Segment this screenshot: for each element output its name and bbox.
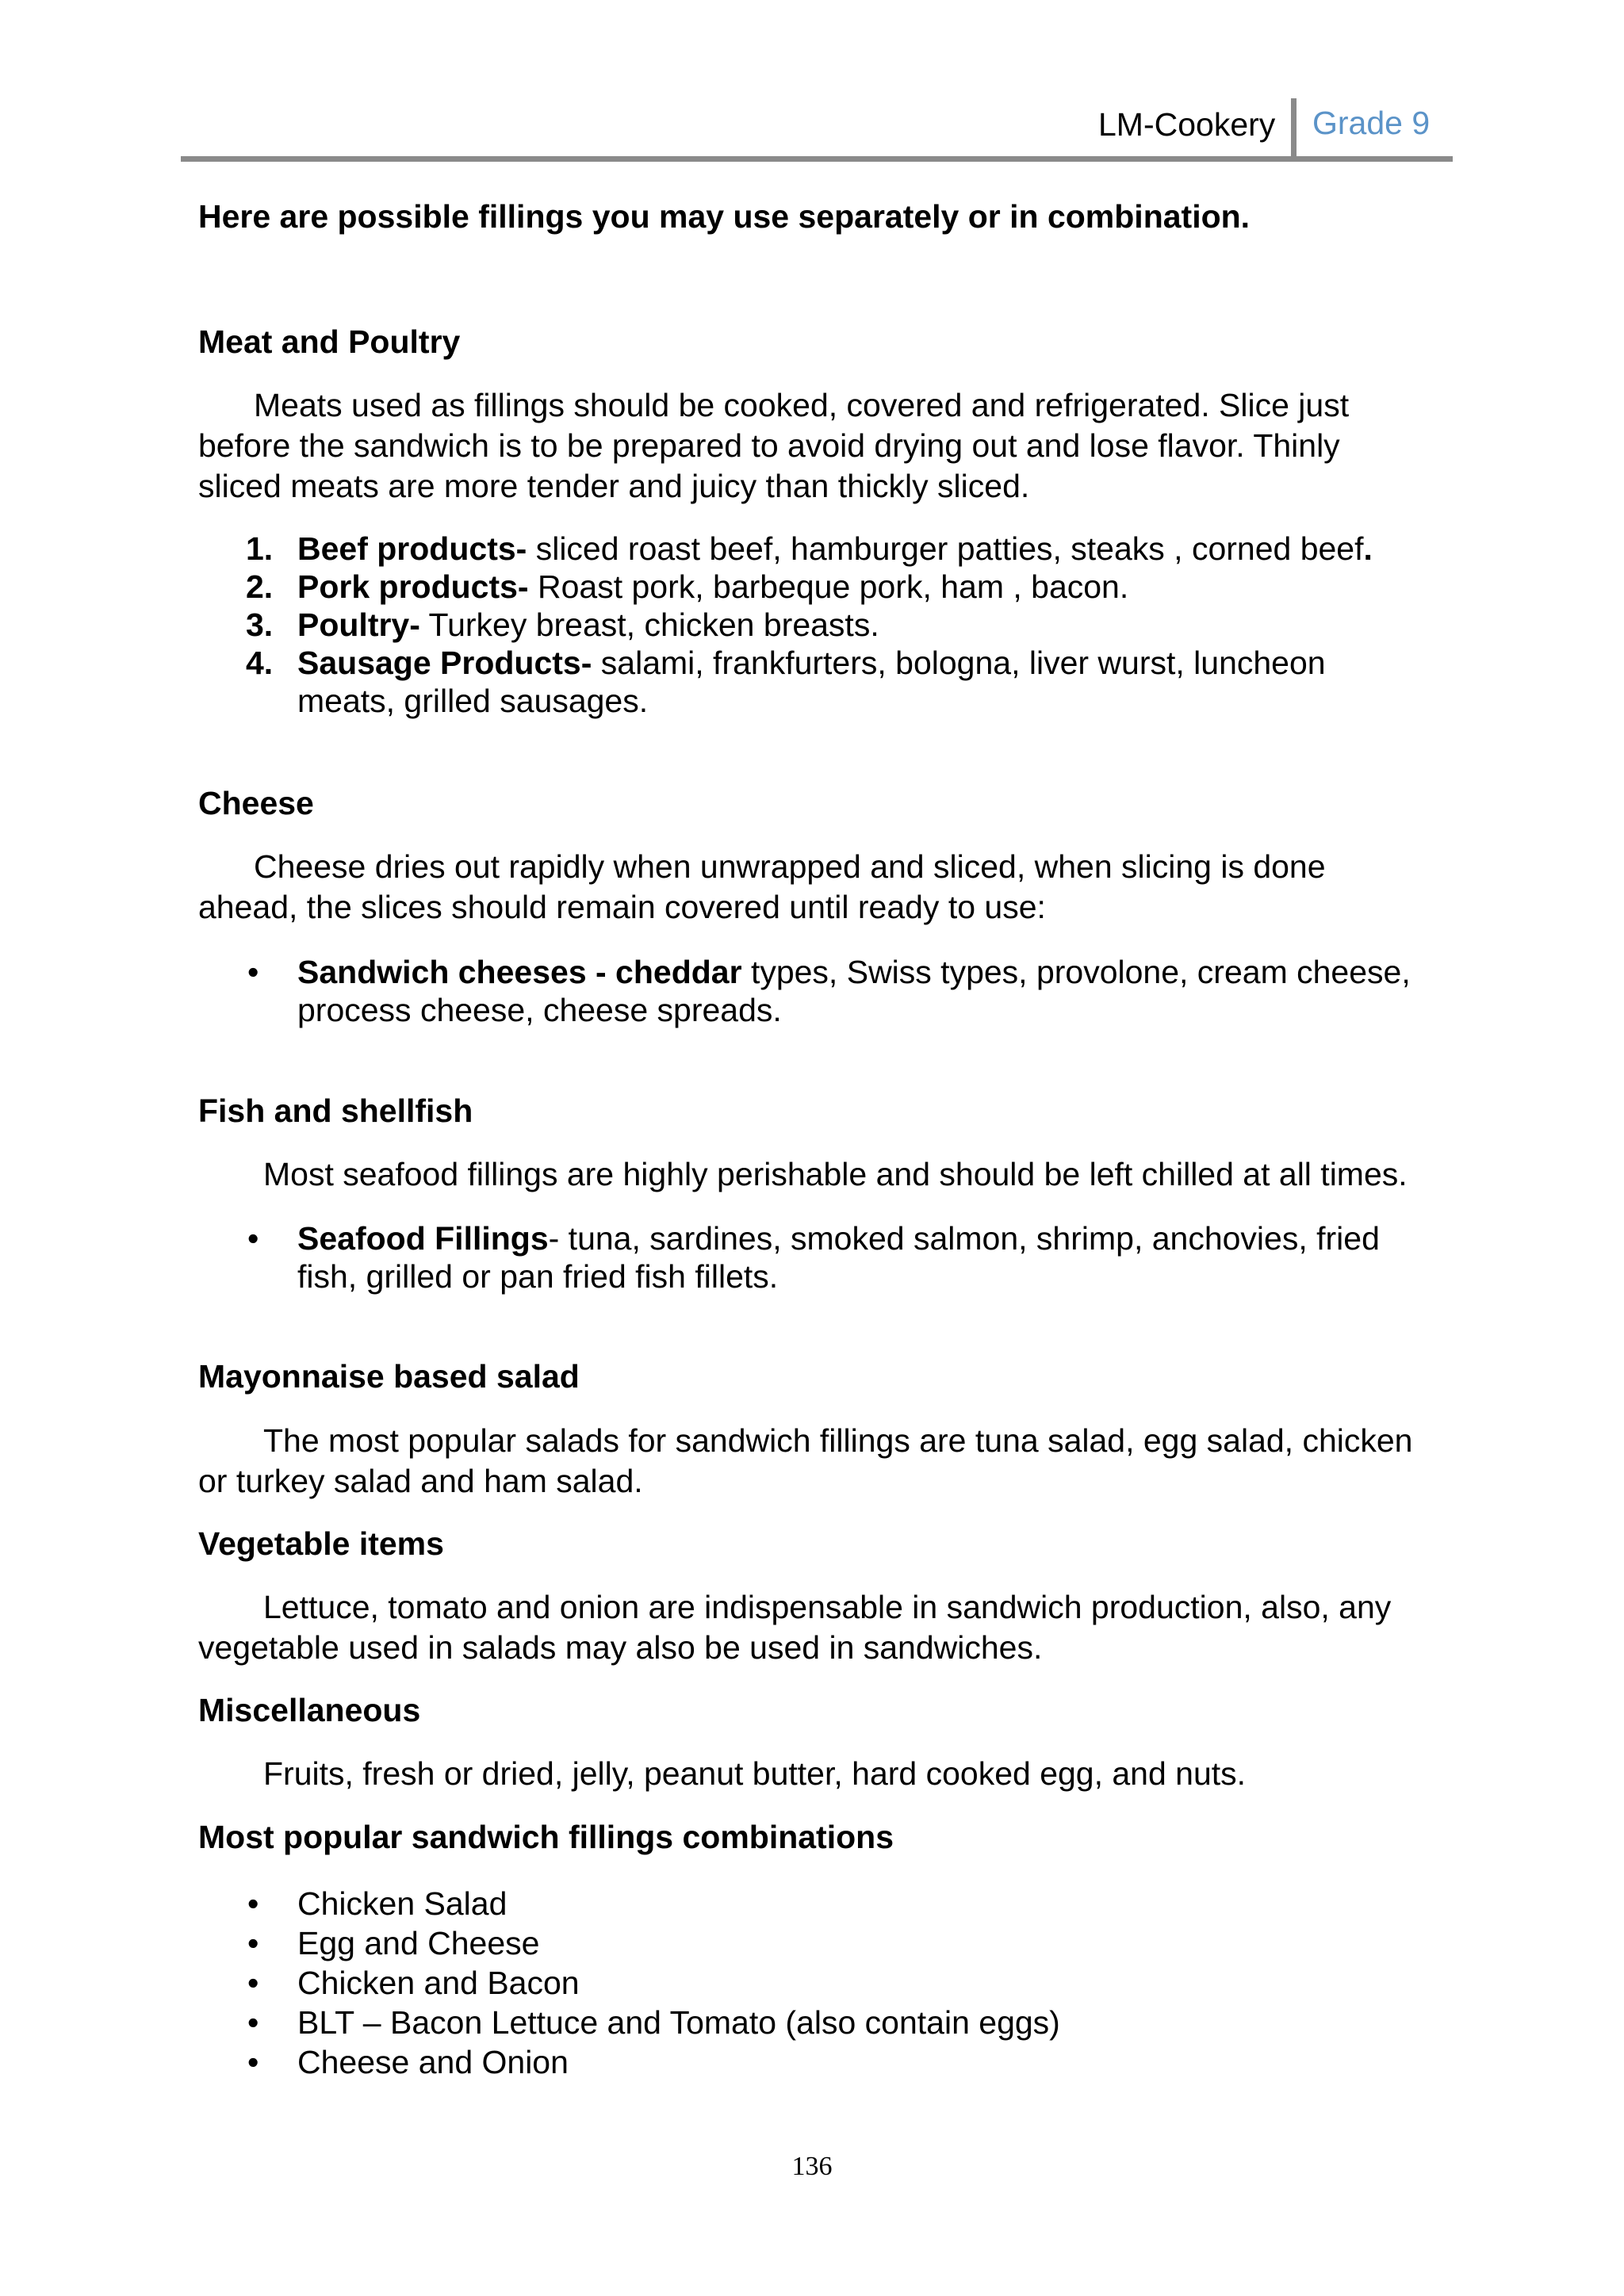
misc-paragraph: Fruits, fresh or dried, jelly, peanut butter, hard cooked egg, and nuts. bbox=[263, 1755, 1247, 1792]
list-item: 1. Beef products- sliced roast beef, hamburger patties, steaks , corned beef. bbox=[246, 530, 1373, 567]
list-item: • Seafood Fillings- tuna, sardines, smoked salmon, shrimp, anchovies, fried fish, grilled or pan fried fish fillets. bbox=[247, 1220, 1380, 1295]
header-rule bbox=[181, 156, 1453, 162]
cheese-list bbox=[198, 953, 1411, 1029]
section-heading-mayo: Mayonnaise based salad bbox=[198, 1358, 580, 1395]
vegetable-paragraph: Lettuce, tomato and onion are indispensable in sandwich production, also, any vegetable used in salads may also be used in sandwiches. bbox=[198, 1589, 1392, 1666]
list-item: • Egg and Cheese bbox=[247, 1925, 540, 1961]
header-course-title: LM-Cookery bbox=[1098, 106, 1276, 143]
fish-list bbox=[198, 1219, 1380, 1295]
list-item: • BLT – Bacon Lettuce and Tomato (also contain eggs) bbox=[247, 2004, 1060, 2041]
section-heading-vegetable: Vegetable items bbox=[198, 1525, 444, 1562]
bullet-icon: • bbox=[247, 1220, 259, 1257]
intro-text: Here are possible fillings you may use separately or in combination. bbox=[198, 198, 1251, 235]
list-item: 3. Poultry- Turkey breast, chicken breasts. bbox=[246, 607, 879, 643]
meat-paragraph: Meats used as fillings should be cooked, covered and refrigerated. Slice just before the sandwich is to be prepared to avoid drying out and lose flavor. Thinly sliced meats are more tender and juicy than thickly sliced. bbox=[198, 387, 1350, 504]
list-item: • Sandwich cheeses - cheddar types, Swiss types, provolone, cream cheese, process cheese, cheese spreads. bbox=[247, 954, 1411, 1028]
list-item: • Chicken and Bacon bbox=[247, 1965, 580, 2001]
bullet-icon: • bbox=[247, 1965, 259, 2001]
page-number: 136 bbox=[791, 2152, 833, 2181]
list-item: • Cheese and Onion bbox=[247, 2044, 569, 2080]
meat-list bbox=[198, 530, 1373, 720]
list-item: 4. Sausage Products- salami, frankfurters, bologna, liver wurst, luncheon meats, grilled sausages. bbox=[246, 645, 1326, 719]
section-heading-cheese: Cheese bbox=[198, 785, 314, 821]
list-item: • Chicken Salad bbox=[247, 1885, 508, 1922]
section-heading-meat: Meat and Poultry bbox=[198, 323, 461, 360]
bullet-icon: • bbox=[247, 2044, 259, 2080]
bullet-icon: • bbox=[247, 1885, 259, 1922]
section-heading-fish: Fish and shellfish bbox=[198, 1093, 473, 1129]
header-divider bbox=[1291, 98, 1297, 162]
fish-paragraph: Most seafood fillings are highly perishable and should be left chilled at all times. bbox=[263, 1156, 1408, 1192]
cheese-paragraph: Cheese dries out rapidly when unwrapped and sliced, when slicing is done ahead, the slices should remain covered until ready to use: bbox=[198, 848, 1326, 925]
section-heading-popular: Most popular sandwich fillings combinations bbox=[198, 1819, 894, 1855]
list-item: 2. Pork products- Roast pork, barbeque pork, ham , bacon. bbox=[246, 568, 1129, 605]
bullet-icon: • bbox=[247, 1925, 259, 1961]
mayo-paragraph: The most popular salads for sandwich fillings are tuna salad, egg salad, chicken or turkey salad and ham salad. bbox=[198, 1422, 1413, 1499]
section-heading-misc: Miscellaneous bbox=[198, 1692, 421, 1728]
bullet-icon: • bbox=[247, 2004, 259, 2041]
popular-list bbox=[198, 1884, 1060, 2082]
header-grade-label: Grade 9 bbox=[1312, 105, 1431, 141]
bullet-icon: • bbox=[247, 954, 259, 990]
